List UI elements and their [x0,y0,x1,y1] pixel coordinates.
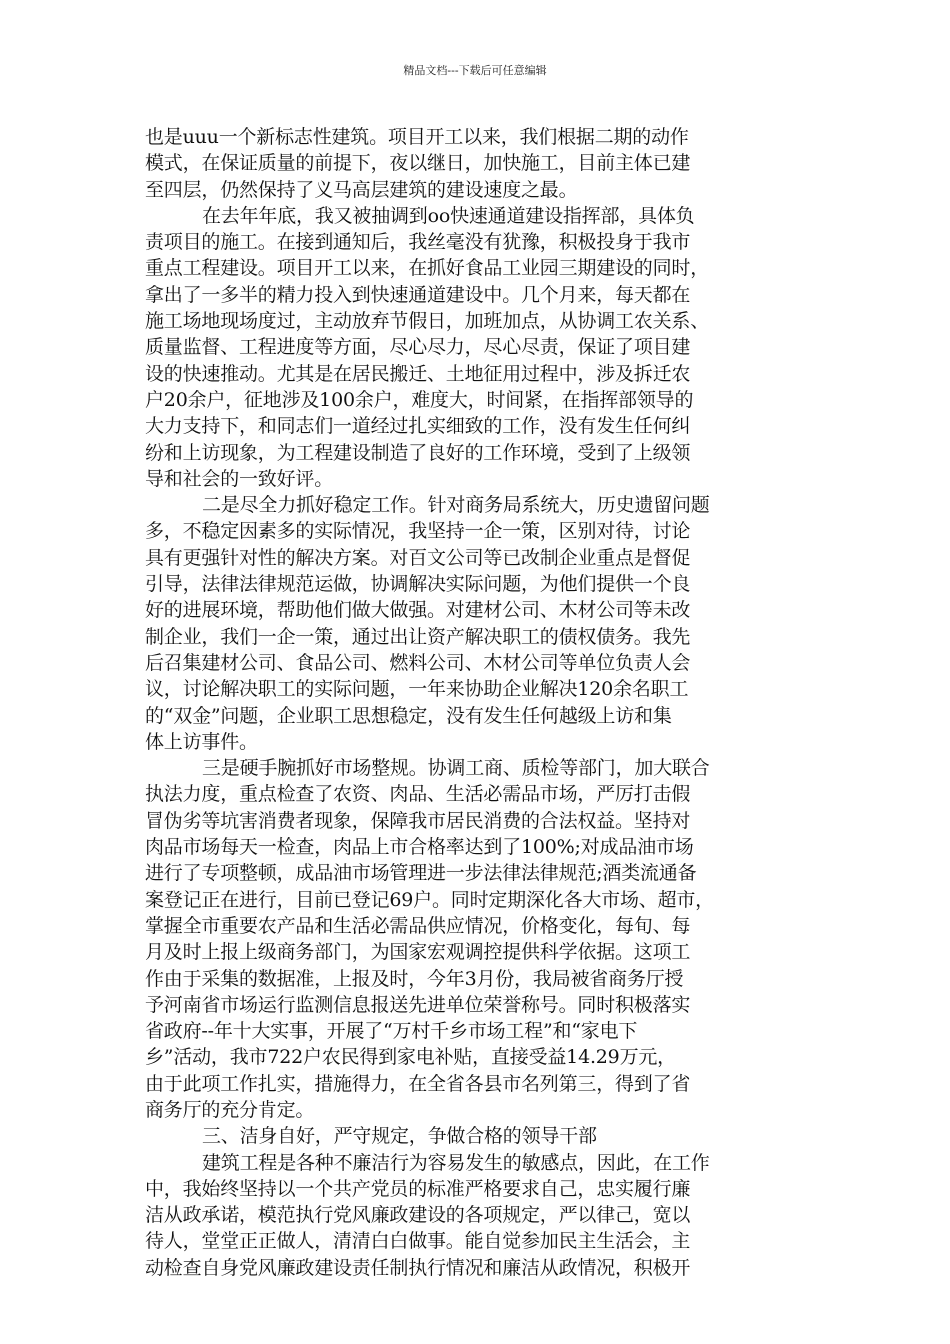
text-line: 纷和上访现象，为工程建设制造了良好的工作环境，受到了上级领 [145,441,691,464]
text-line: 户20余户，征地涉及100余户，难度大，时间紧，在指挥部领导的 [145,388,694,411]
text-line: 制企业，我们一企一策，通过出让资产解决职工的债权债务。我先 [145,625,691,648]
text-line: 省政府--年十大实事，开展了“万村千乡市场工程”和“家电下 [145,1020,638,1043]
text-line: 商务厅的充分肯定。 [145,1098,315,1121]
text-line: 案登记正在进行，目前已登记69户。同时定期深化各大市场、超市， [145,888,714,911]
text-line: 掌握全市重要农产品和生活必需品供应情况，价格变化，每旬、每 [145,914,691,937]
text-line: 予河南省市场运行监测信息报送先进单位荣誉称号。同时积极落实 [145,993,691,1016]
text-line: 动检查自身党风廉政建设责任制执行情况和廉洁从政情况，积极开 [145,1256,691,1279]
text-line: 乡”活动，我市722户农民得到家电补贴，直接受益14.29万元， [145,1046,676,1069]
text-line: 后召集建材公司、食品公司、燃料公司、木材公司等单位负责人会 [145,651,691,674]
text-line: 待人，堂堂正正做人，清清白白做事。能自觉参加民主生活会，主 [145,1230,691,1253]
text-line: 多，不稳定因素多的实际情况，我坚持一企一策，区别对待，讨论 [145,520,691,543]
text-line: 执法力度，重点检查了农资、肉品、生活必需品市场，严厉打击假 [145,783,691,806]
text-line: 议，讨论解决职工的实际问题，一年来协助企业解决120余名职工 [145,678,689,701]
text-line: 大力支持下，和同志们一道经过扎实细致的工作，没有发生任何纠 [145,415,691,438]
text-line: 在去年年底，我又被抽调到oo快速通道建设指挥部，具体负 [202,204,695,227]
text-line: 进行了专项整顿，成品油市场管理进一步法律法律规范;酒类流通备 [145,862,697,885]
text-line: 导和社会的一致好评。 [145,467,334,490]
text-line: 洁从政承诺，模范执行党风廉政建设的各项规定，严以律己，宽以 [145,1204,691,1227]
text-line: 重点工程建设。项目开工以来，在抓好食品工业园三期建设的同时， [145,257,710,280]
text-line: 中，我始终坚持以一个共产党员的标准严格要求自己，忠实履行廉 [145,1177,691,1200]
text-line: 体上访事件。 [145,730,258,753]
text-line: 模式，在保证质量的前提下，夜以继日，加快施工，目前主体已建 [145,152,691,175]
text-line: 具有更强针对性的解决方案。对百文公司等已改制企业重点是督促 [145,546,691,569]
text-line: 至四层，仍然保持了义马高层建筑的建设速度之最。 [145,178,578,201]
text-line: 拿出了一多半的精力投入到快速通道建设中。几个月来，每天都在 [145,283,691,306]
text-line: 由于此项工作扎实，措施得力，在全省各县市名列第三，得到了省 [145,1072,691,1095]
text-line: 冒伪劣等坑害消费者现象，保障我市居民消费的合法权益。坚持对 [145,809,691,832]
text-line: 作由于采集的数据准，上报及时，今年3月份，我局被省商务厅授 [145,967,684,990]
page-header: 精品文档---下载后可任意编辑 [403,64,547,77]
document-body [145,124,810,1281]
text-line: 责项目的施工。在接到通知后，我丝毫没有犹豫，积极投身于我市 [145,231,691,254]
text-line: 施工场地现场度过，主动放弃节假日，加班加点，从协调工农关系、 [145,310,710,333]
text-line: 肉品市场每天一检查，肉品上市合格率达到了100%;对成品油市场 [145,836,694,859]
text-line: 建筑工程是各种不廉洁行为容易发生的敏感点，因此，在工作 [202,1151,710,1174]
text-line: 设的快速推动。尤其是在居民搬迁、土地征用过程中，涉及拆迁农 [145,362,691,385]
text-line: 质量监督、工程进度等方面，尽心尽力，尽心尽责，保证了项目建 [145,336,691,359]
text-line: 三是硬手腕抓好市场整规。协调工商、质检等部门，加大联合 [202,757,710,780]
text-line: 也是uuu一个新标志性建筑。项目开工以来，我们根据二期的动作 [145,126,689,148]
text-line: 好的进展环境，帮助他们做大做强。对建材公司、木材公司等未改 [145,599,691,622]
text-line: 月及时上报上级商务部门，为国家宏观调控提供科学依据。这项工 [145,941,691,964]
text-line: 的“双金”问题，企业职工思想稳定，没有发生任何越级上访和集 [145,704,672,727]
text-line: 引导，法律法律规范运做，协调解决实际问题，为他们提供一个良 [145,573,691,596]
text-line: 二是尽全力抓好稳定工作。针对商务局系统大，历史遗留问题 [202,494,710,517]
text-line: 三、洁身自好，严守规定，争做合格的领导干部 [202,1125,597,1148]
